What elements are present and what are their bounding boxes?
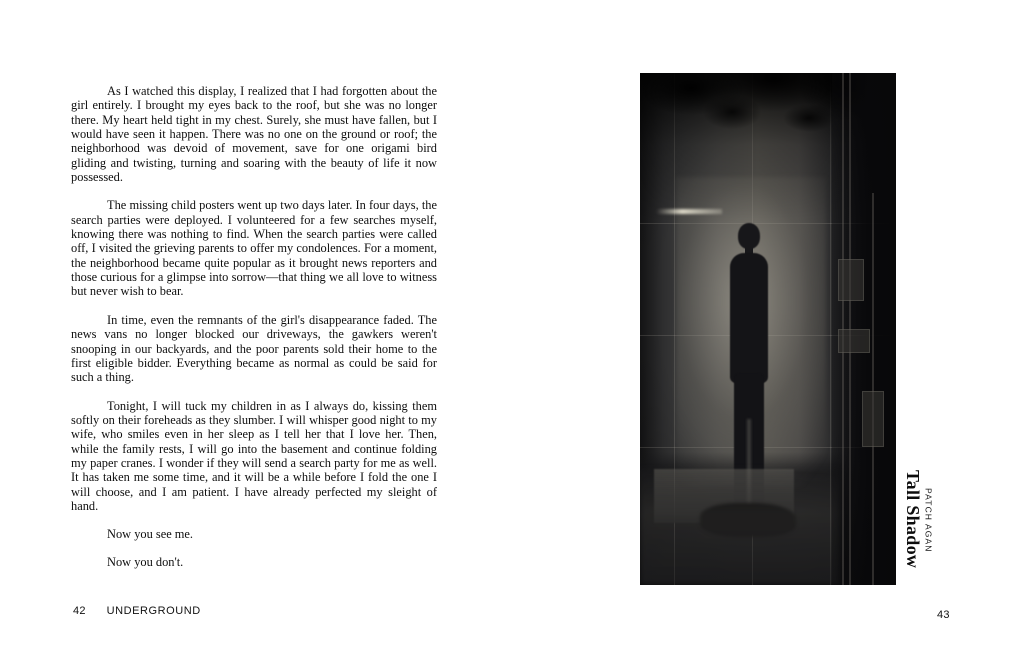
photo-scene [640, 73, 896, 585]
vertical-running-title-block [904, 470, 933, 610]
cable [872, 193, 874, 585]
closing-line: Now you don't. [107, 554, 184, 569]
paragraph: Tonight, I will tuck my children in as I always do, kissing them softly on their foreheads as they slumber. I will whisper good night to my wife, who smiles even in her sleep as I tell her that I love her. Then, while the family rests, I will go into the basement and continue folding my paper cranes. I wonder if they will send a search party for me as well. It has taken me some time, and it will be a while before I fold the one I will choose, and I am patient. I have already perfected my sleight of hand. [71, 398, 437, 513]
right-dark-column [832, 73, 896, 585]
left-page-footer [73, 605, 201, 617]
right-page-footer [937, 605, 950, 623]
chapter-title-vertical: Tall Shadow [903, 470, 923, 569]
junction-box [838, 259, 864, 301]
page-number: 42 [73, 605, 86, 617]
junction-box [862, 391, 884, 447]
closing-line: Now you see me. [107, 527, 194, 542]
right-page [512, 0, 1024, 659]
page-number: 43 [937, 609, 950, 621]
photograph [640, 73, 896, 585]
junction-box [838, 329, 870, 353]
body-text-column [71, 84, 437, 582]
paragraph: The missing child posters went up two days later. In four days, the search parties were deployed. I volunteered for a few searches myself, knowing there was nothing to find. When the search parties were called off, I visited the grieving parents to offer my condolences. For a moment, the neighborhood became quite popular as it brought news reporters and those curious for a glimpse into sorrow—that thing we all love to witness but never wish to bear. [71, 198, 437, 299]
running-head: UNDERGROUND [106, 605, 201, 617]
author-name-vertical: PATCH AGAN [923, 488, 934, 553]
paragraph: In time, even the remnants of the girl's disappearance faded. The news vans no longer blocked our driveways, the gawkers weren't snooping in our backyards, and the poor parents sold their home to the first eligible bidder. Everything became as normal as could be said for such a thing. [71, 312, 437, 385]
foreground-blur [640, 465, 840, 585]
paragraph: As I watched this display, I realized that I had forgotten about the girl entirely. I brought my eyes back to the roof, but she was no longer there. My heart held tight in my chest. Surely, she must have fallen, but I would have seen it happen. There was no one on the ground or roof; the neighborhood was devoid of movement, save for one origami bird gliding and twisting, turning and soaring with the beauty of life it now possessed. [71, 84, 437, 185]
shadow-torso [730, 253, 768, 383]
